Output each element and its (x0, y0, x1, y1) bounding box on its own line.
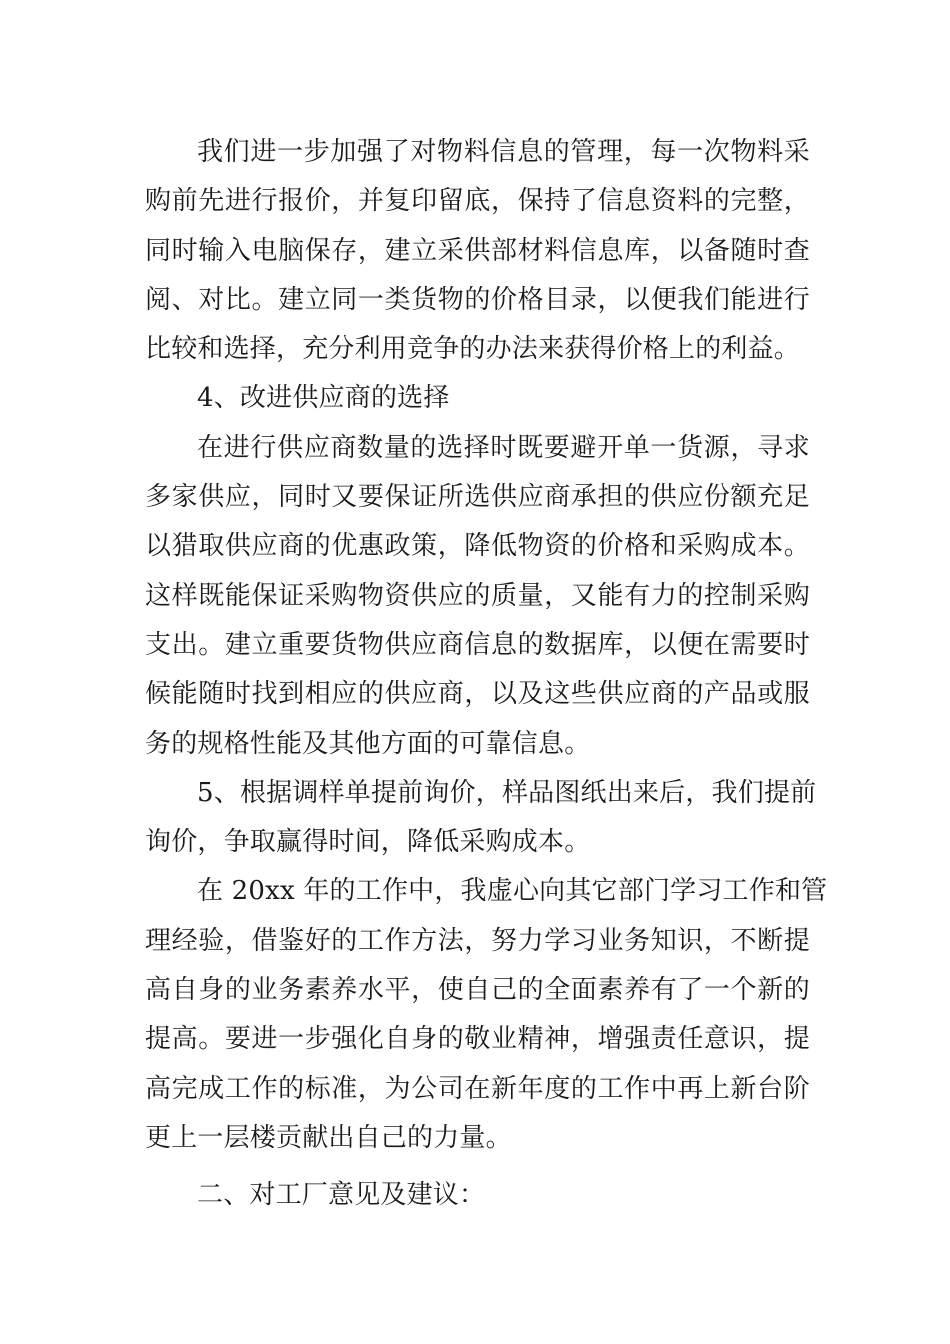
text-line: 这样既能保证采购物资供应的质量，又能有力的控制采购 (145, 580, 810, 611)
text-line: 二、对工厂意见及建议： (197, 1180, 486, 1211)
paragraph-material-info (145, 128, 810, 374)
text-line: 更上一层楼贡献出自己的力量。 (145, 1122, 512, 1153)
paragraph-work-summary (145, 867, 828, 1163)
text-line: 务的规格性能及其他方面的可靠信息。 (145, 728, 591, 759)
text-line: 比较和选择，充分利用竞争的办法来获得价格上的利益。 (145, 334, 801, 365)
text-line: 高完成工作的标准，为公司在新年度的工作中再上新台阶 (145, 1073, 810, 1104)
text-line: 我们进一步加强了对物料信息的管理，每一次物料采 (197, 137, 810, 167)
heading-item-4 (145, 374, 810, 423)
text-line: 阅、对比。建立同一类货物的价格目录，以便我们能进行 (145, 284, 810, 315)
text-line: 在进行供应商数量的选择时既要避开单一货源，寻求 (197, 432, 810, 463)
text-line: 同时输入电脑保存，建立采供部材料信息库，以备随时查 (145, 235, 810, 266)
text-line: 提高。要进一步强化自身的敬业精神，增强责任意识，提 (145, 1024, 810, 1055)
paragraph-spacer (145, 1163, 810, 1171)
paragraph-item-5 (145, 769, 817, 868)
text-line: 候能随时找到相应的供应商，以及这些供应商的产品或服 (145, 679, 810, 710)
text-line: 4、改进供应商的选择 (197, 383, 450, 414)
text-line: 多家供应，同时又要保证所选供应商承担的供应份额充足 (145, 482, 810, 513)
text-line: 5、根据调样单提前询价，样品图纸出来后，我们提前 (197, 777, 817, 808)
text-line: 购前先进行报价，并复印留底，保持了信息资料的完整， (145, 186, 810, 217)
text-line: 理经验，借鉴好的工作方法，努力学习业务知识，不断提 (145, 925, 810, 956)
document-body (145, 128, 828, 1221)
text-line: 以猎取供应商的优惠政策，降低物资的价格和采购成本。 (145, 531, 810, 562)
paragraph-supplier-selection (145, 424, 810, 769)
text-line: 在 20xx 年的工作中，我虚心向其它部门学习工作和管 (197, 876, 828, 907)
text-line: 支出。建立重要货物供应商信息的数据库，以便在需要时 (145, 629, 810, 660)
text-line: 询价，争取赢得时间，降低采购成本。 (145, 827, 591, 858)
text-line: 高自身的业务素养水平，使自己的全面素养有了一个新的 (145, 975, 810, 1006)
section-heading-2 (145, 1171, 810, 1220)
